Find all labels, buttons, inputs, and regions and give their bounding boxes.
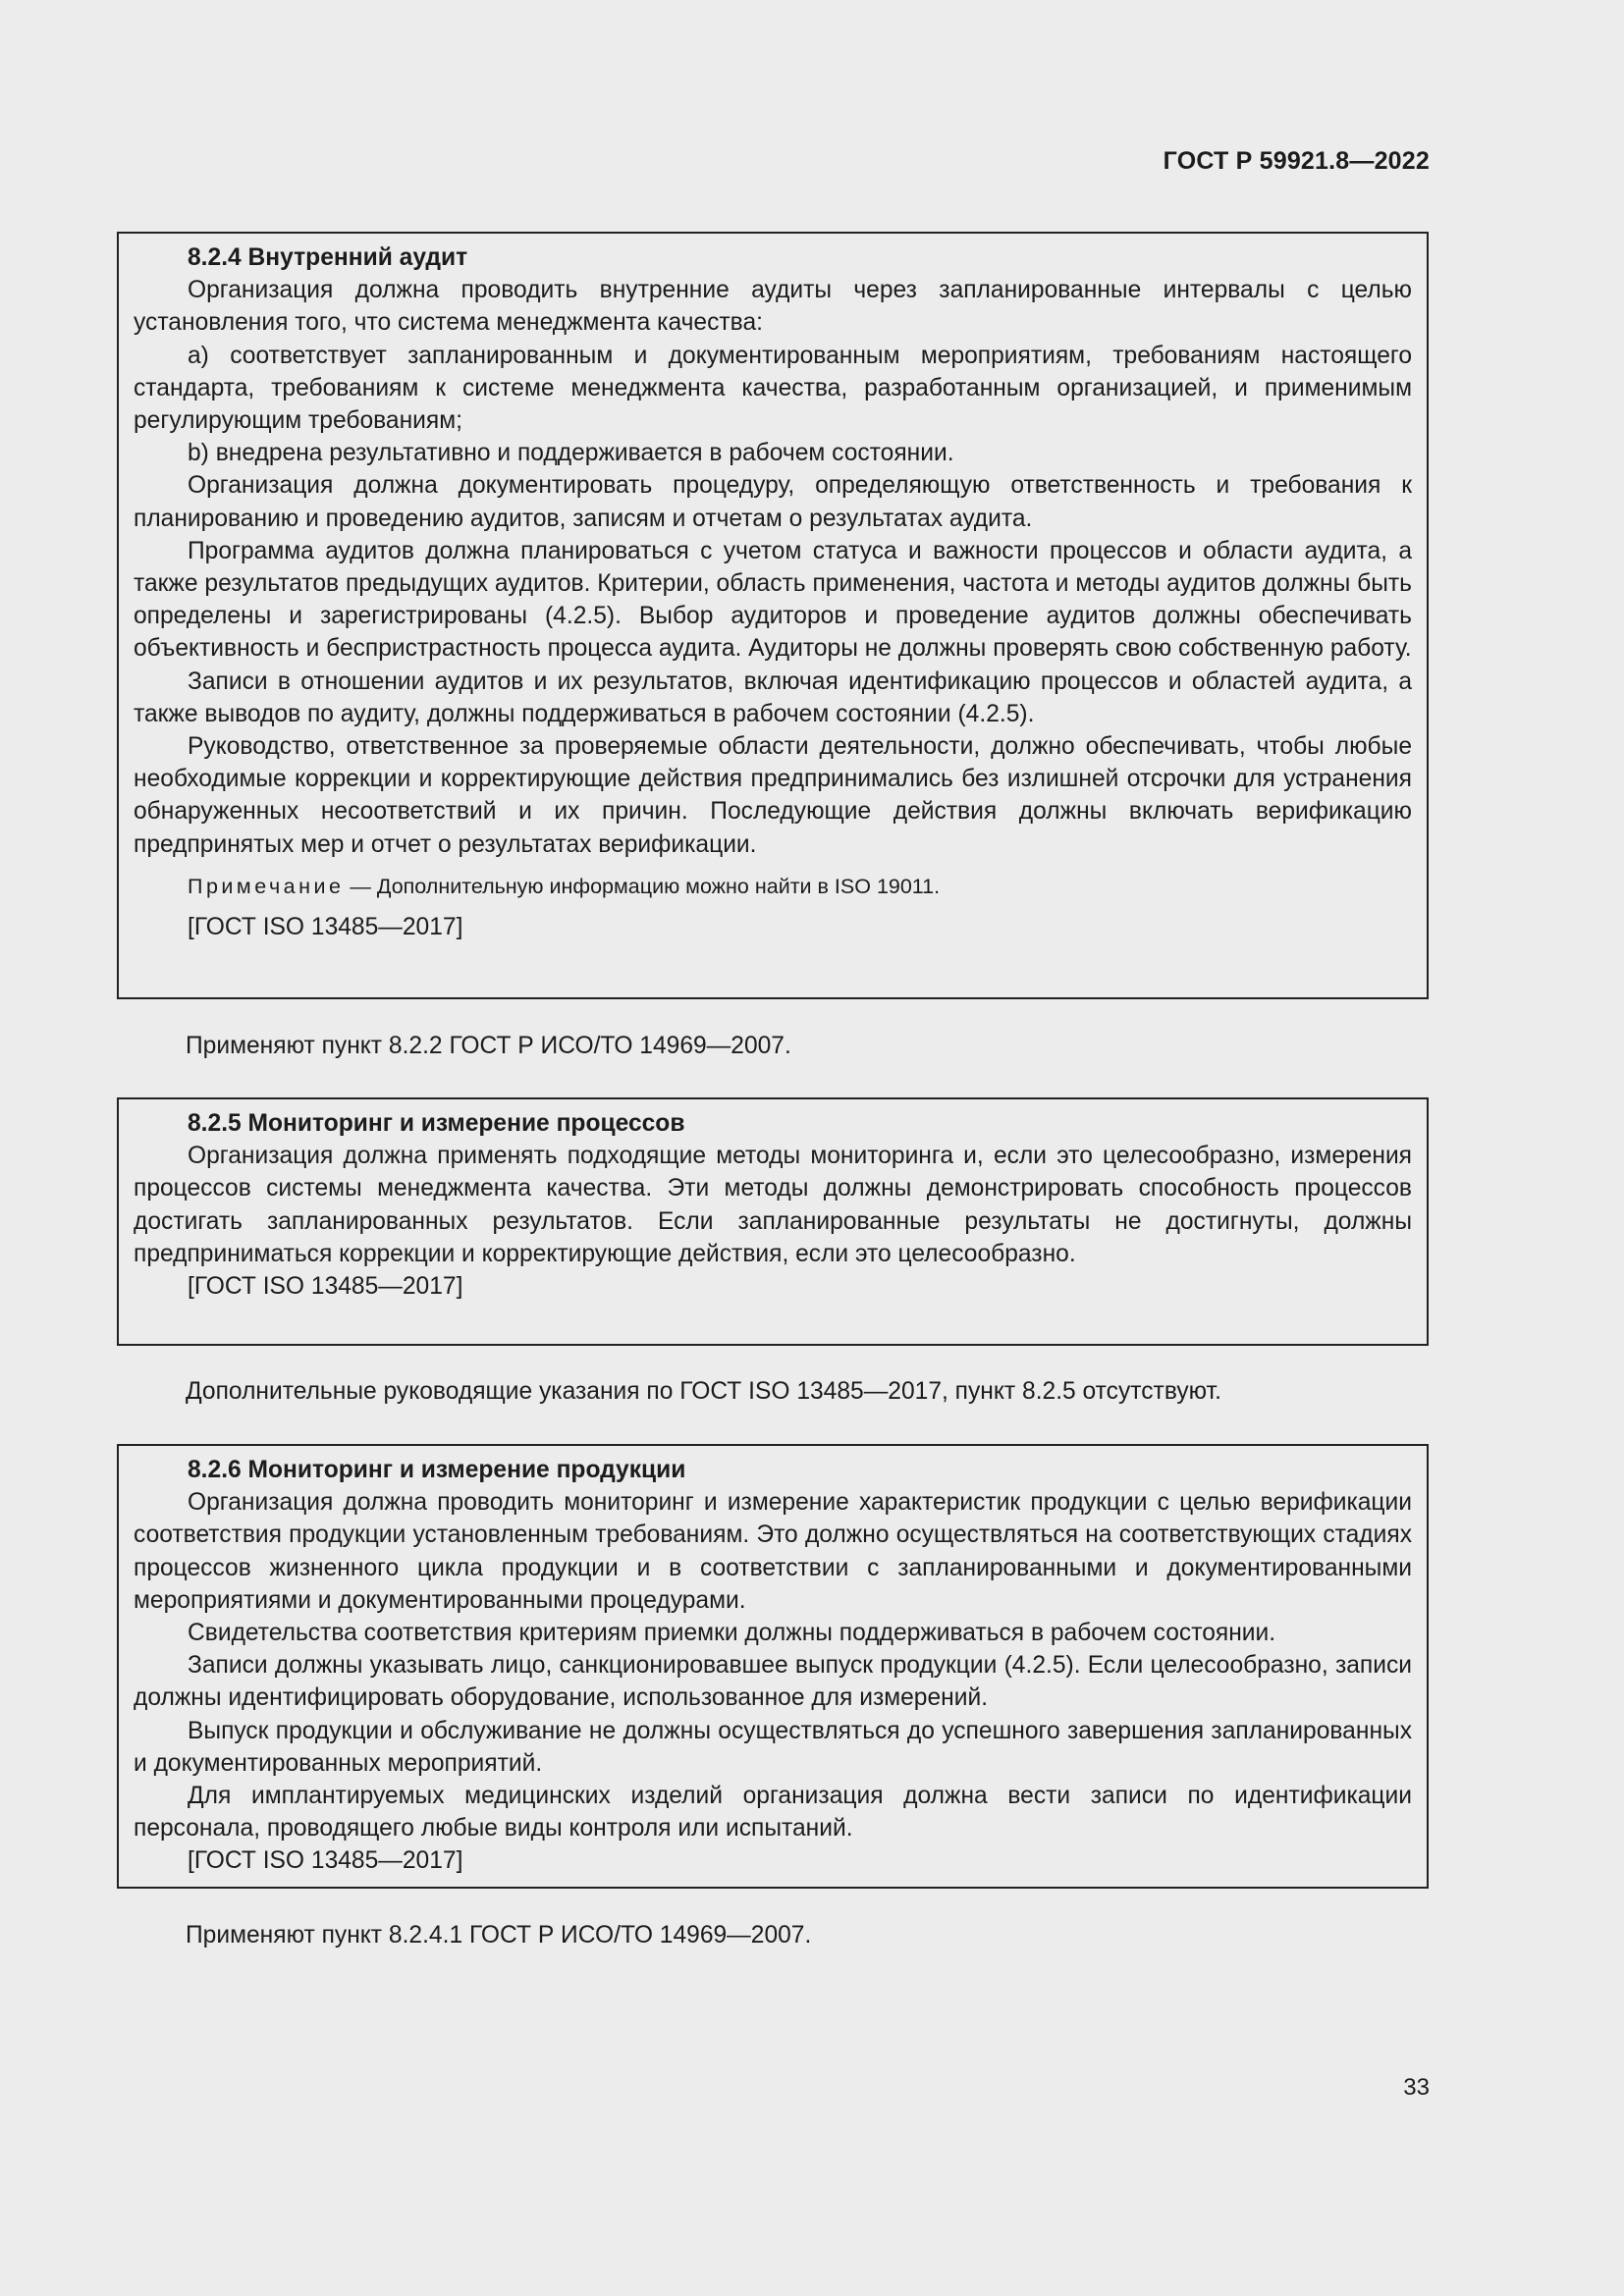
- section-heading: 8.2.6 Мониторинг и измерение продукции: [188, 1457, 686, 1483]
- paragraph: Записи в отношении аудитов и их результатов, включая идентификацию процессов и областей аудита, а также выводов по аудиту, должны поддерживаться в рабочем состоянии (4.2.5).: [134, 667, 1412, 727]
- paragraph: Организация должна применять подходящие методы мониторинга и, если это целесообразно, измерения процессов системы менеджмента качества. Эти методы должны демонстрировать способность процессов достигать запланированных результатов. Если запланированные результаты не достигнуты, должны предприниматься коррекции и корректирующие действия, если это целесообразно.: [134, 1143, 1412, 1267]
- paragraph: Руководство, ответственное за проверяемые области деятельности, должно обеспечивать, чтобы любые необходимые коррекции и корректирующие действия предпринимались без излишней отсрочки для устранения обнаруженных несоответствий и их причин. Последующие действия должны включать верификацию предпринятых мер и отчет о результатах верификации.: [134, 733, 1412, 858]
- applied-clause-note: Применяют пункт 8.2.2 ГОСТ Р ИСО/ТО 14969—2007.: [186, 1033, 791, 1059]
- paragraph: Программа аудитов должна планироваться с учетом статуса и важности процессов и области аудита, а также результатов предыдущих аудитов. Критерии, область применения, частота и методы аудитов должны быть определены и зарегистрированы (4.2.5). Выбор аудиторов и проведение аудитов должны обеспечивать объективность и беспристрастность процесса аудита. Аудиторы не должны проверять свою собственную работу.: [134, 537, 1412, 663]
- paragraph: Выпуск продукции и обслуживание не должны осуществляться до успешного завершения запланированных и документированных мероприятий.: [134, 1717, 1412, 1777]
- additional-guidance-note: Дополнительные руководящие указания по ГОСТ ISO 13485—2017, пункт 8.2.5 отсутствуют.: [186, 1378, 1221, 1405]
- source-reference: [ГОСТ ISO 13485—2017]: [188, 1847, 463, 1875]
- section-heading: 8.2.4 Внутренний аудит: [188, 244, 468, 271]
- source-reference: [ГОСТ ISO 13485—2017]: [188, 914, 463, 941]
- paragraph: Свидетельства соответствия критериям приемки должны поддерживаться в рабочем состоянии.: [188, 1620, 1276, 1647]
- section-8-2-5-box: [117, 1097, 1429, 1346]
- paragraph: Организация должна проводить мониторинг и измерение характеристик продукции с целью верификации соответствия продукции установленным требованиям. Это должно осуществляться на соответствующих стадиях процессов жизненного цикла продукции и в соответствии с запланированными и документированными мероприятиями и документированными процедурами.: [134, 1489, 1412, 1614]
- note: [134, 871, 1412, 903]
- applied-clause-note: Применяют пункт 8.2.4.1 ГОСТ Р ИСО/ТО 14969—2007.: [186, 1922, 812, 1949]
- document-code: ГОСТ Р 59921.8—2022: [1163, 147, 1430, 175]
- paragraph: Для имплантируемых медицинских изделий организация должна вести записи по идентификации персонала, проводящего любые виды контроля или испытаний.: [134, 1783, 1412, 1842]
- paragraph: Организация должна проводить внутренние аудиты через запланированные интервалы с целью установления того, что система менеджмента качества:: [134, 277, 1412, 337]
- paragraph: Записи должны указывать лицо, санкционировавшее выпуск продукции (4.2.5). Если целесообразно, записи должны идентифицировать оборудование, использованное для измерений.: [134, 1652, 1412, 1712]
- page-number: 33: [1403, 2074, 1430, 2101]
- list-item-a: a) соответствует запланированным и документированным мероприятиям, требованиям настоящего стандарта, требованиям к системе менеджмента качества, разработанным организацией, и применимым регулирующим требованиям;: [134, 342, 1412, 435]
- note-label: Примечание: [188, 874, 345, 898]
- note-text: — Дополнительную информацию можно найти в ISO 19011.: [344, 874, 941, 898]
- section-heading: 8.2.5 Мониторинг и измерение процессов: [188, 1110, 685, 1137]
- list-item-b: b) внедрена результативно и поддерживается в рабочем состоянии.: [188, 440, 954, 467]
- paragraph: Организация должна документировать процедуру, определяющую ответственность и требования к планированию и проведению аудитов, записям и отчетам о результатах аудита.: [134, 472, 1412, 532]
- source-reference: [ГОСТ ISO 13485—2017]: [188, 1273, 463, 1301]
- section-8-2-6-box: [117, 1444, 1429, 1889]
- section-8-2-4-box: [117, 232, 1429, 999]
